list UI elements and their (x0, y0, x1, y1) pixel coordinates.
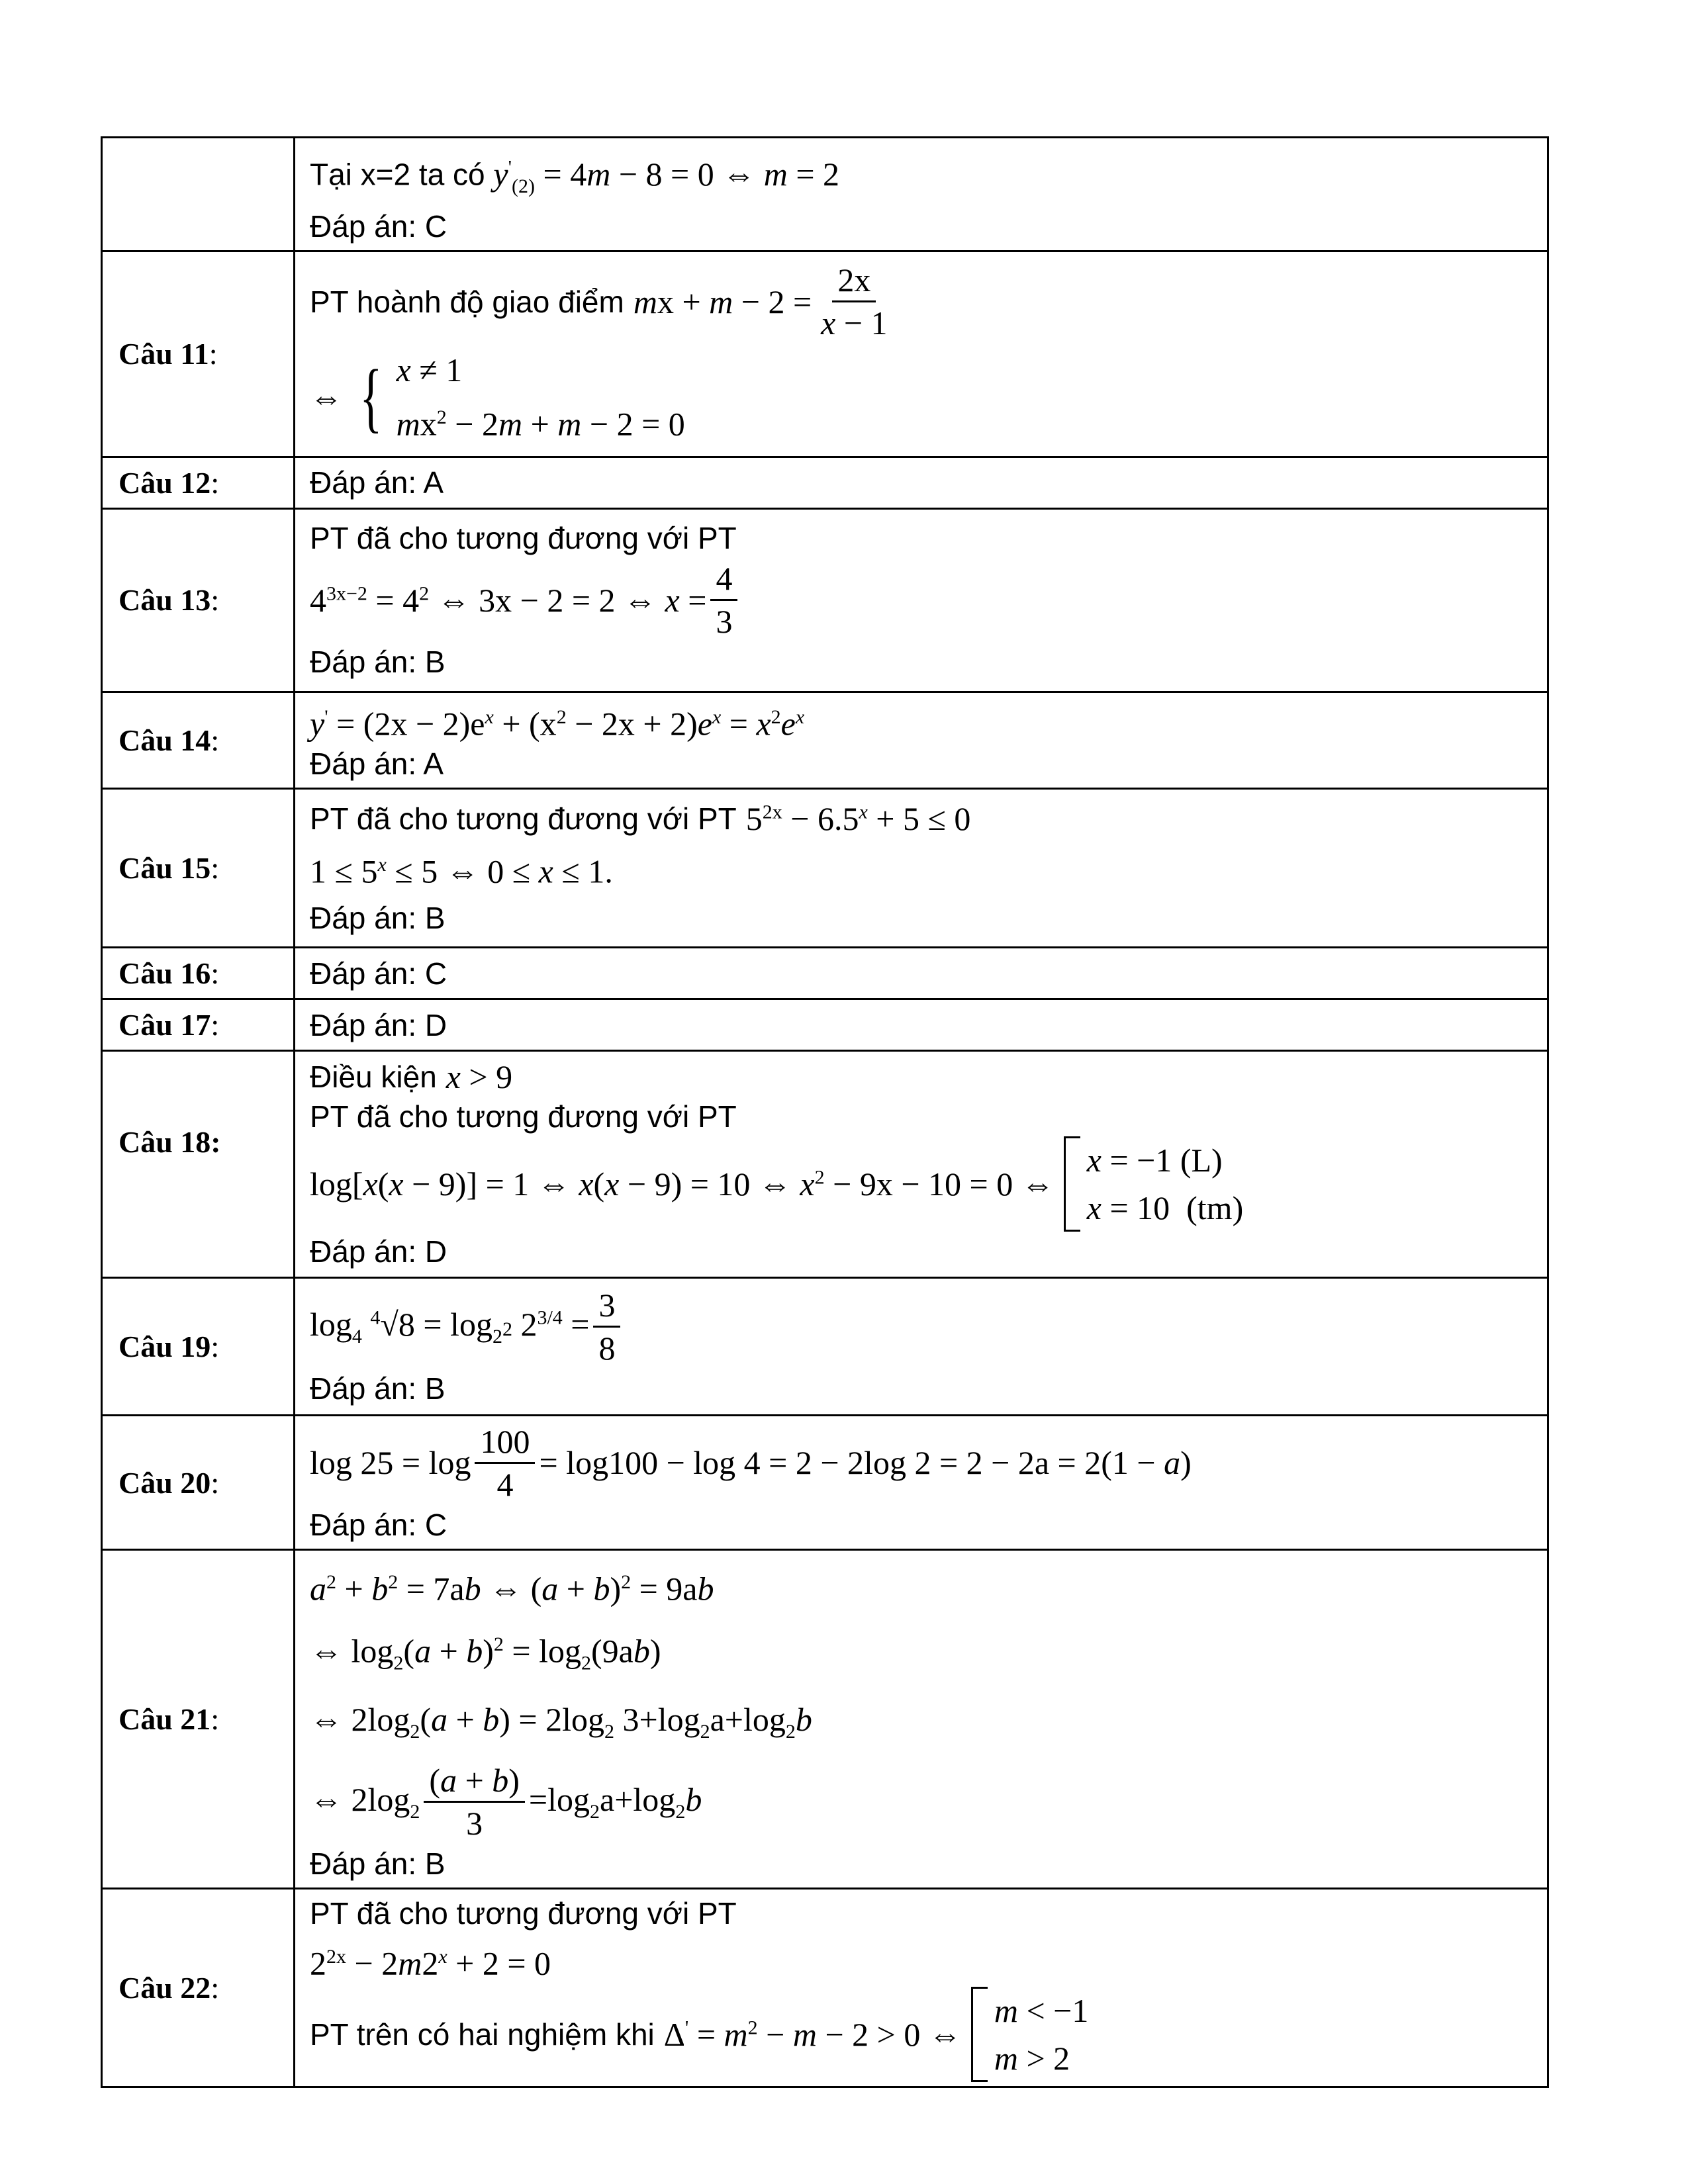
row-content (295, 1278, 1548, 1416)
inequality: $5^{2x} - 6.5^x + 5 \le 0$ (745, 799, 971, 837)
equation-line-4-right: $=\log_2a+\log_2b$ (528, 1780, 702, 1823)
question-label: Câu 12: (102, 457, 295, 508)
row-content (295, 999, 1548, 1051)
answer: Đáp án: C (310, 1507, 447, 1542)
answer: Đáp án: B (310, 900, 445, 935)
table-row (102, 999, 1548, 1051)
equation-left: mx + m − 2 = (633, 283, 812, 320)
equation: $\log_4 ^4√8 = \log_{2^2} 2^{3/4}$ = (310, 1306, 590, 1348)
condition-text: Điều kiện (310, 1060, 437, 1095)
question-label: Câu 13: (102, 508, 295, 692)
answer: Đáp án: B (310, 645, 445, 680)
answer: Đáp án: C (310, 956, 447, 991)
answer: Đáp án: D (310, 1234, 447, 1269)
table-row (102, 1416, 1548, 1550)
row-content (295, 138, 1548, 251)
question-label: Câu 21: (102, 1550, 295, 1888)
row-content (295, 1416, 1548, 1550)
intro: PT đã cho tương đương với PT (310, 1099, 737, 1134)
answer: Đáp án: C (310, 208, 447, 244)
table-row (102, 457, 1548, 508)
question-label: Câu 17: (102, 999, 295, 1051)
question-label: Câu 18: (102, 1051, 295, 1278)
answer: Đáp án: A (310, 747, 444, 782)
question-label: Câu 15: (102, 789, 295, 948)
table-row (102, 692, 1548, 789)
table-row (102, 1051, 1548, 1278)
table-row (102, 948, 1548, 999)
equation: $1 \le 5^x \le 5$ ⇔ 0 ≤ x ≤ 1. (310, 852, 613, 890)
row-content: PT hoành độ giao điểm mx + m − 2 = $\frac{2x}{x - 1}$ ⇔ { x ≠ 1 $mx^2 - 2m + m - 2 = 0$ (295, 251, 1548, 457)
question-label: Câu 20: (102, 1416, 295, 1550)
answer: Đáp án: A (310, 465, 444, 500)
equation-right: = log100 − log 4 = 2 − 2log 2 = 2 − 2a = 2(1 − a) (539, 1444, 1192, 1482)
equation: $y' = (2x - 2)e^x + (x^2 - 2x + 2)e^x = x^2e^x$ (310, 705, 805, 743)
equation-line-4-left: ⇔ $2\log_2$ (310, 1780, 420, 1823)
row-content (295, 948, 1548, 999)
answer: Đáp án: D (310, 1007, 447, 1042)
question-label: Câu 14: (102, 692, 295, 789)
answer-sheet (101, 136, 1549, 2088)
answer: Đáp án: B (310, 1846, 445, 1881)
equation: $y'_{(2)} = 4m - 8 = 0$ ⇔ m = 2 (493, 155, 840, 197)
row-content (295, 1051, 1548, 1278)
condition-text: PT trên có hai nghiệm khi (310, 2017, 655, 2052)
question-label: Câu 22: (102, 1888, 295, 2087)
equation-left: log 25 = log (310, 1444, 471, 1482)
text: PT hoành độ giao điểm (310, 284, 624, 319)
left-bracket (1064, 1136, 1080, 1232)
table-row (102, 1888, 1548, 2087)
left-brace: { (359, 353, 383, 441)
fraction: $\frac{4}{3}$ (710, 558, 737, 642)
answer: Đáp án: B (310, 1371, 445, 1406)
equation-line-1: $a^2 + b^2 = 7ab$ ⇔ $(a + b)^2 = 9ab$ (310, 1570, 714, 1608)
equation: $2^{2x} - 2m2^x + 2 = 0$ (310, 1944, 551, 1982)
row-content (295, 508, 1548, 692)
fraction: $\frac{2x}{x - 1}$ (816, 259, 892, 343)
intro: PT đã cho tương đương với PT (310, 521, 737, 556)
left-bracket (971, 1987, 988, 2082)
table-row (102, 1278, 1548, 1416)
row-content (295, 1888, 1548, 2087)
question-label: Câu 11: (102, 251, 295, 457)
text-prefix: Tại x=2 ta có (310, 157, 485, 192)
fraction: $\frac{100}{4}$ (475, 1421, 535, 1505)
condition: $\Delta' = m^2 - m - 2 > 0$ ⇔ (663, 2016, 962, 2054)
equation-line-3: ⇔ $2\log_2(a + b) = 2\log_2$ $3+\log_2a+\log_2b$ (310, 1700, 812, 1743)
row-label-empty (102, 138, 295, 251)
fraction: $\frac{(a + b)}{3}$ (424, 1760, 525, 1844)
equation: $4^{3x-2} = 4^2$ ⇔ 3x − 2 = 2 ⇔ x = (310, 581, 707, 619)
solution-set: x = −1 (L) x = 10 (tm) (1055, 1136, 1244, 1232)
table-row (102, 251, 1548, 457)
intro: PT đã cho tương đương với PT (310, 801, 737, 836)
table-row (102, 789, 1548, 948)
equation: log[x(x − 9)] = 1 ⇔ x(x − 9) = 10 ⇔ $x^2 - 9x - 10 = 0$ ⇔ (310, 1165, 1055, 1203)
question-label: Câu 19: (102, 1278, 295, 1416)
equation-system: x ≠ 1 $mx^2 - 2m + m - 2 = 0$ (396, 351, 685, 443)
equation-line-2: ⇔ $\log_2(a + b)^2 = \log_2(9ab)$ (310, 1632, 661, 1674)
intro: PT đã cho tương đương với PT (310, 1895, 737, 1931)
solutions-table (101, 136, 1549, 2088)
table-row (102, 508, 1548, 692)
row-content (295, 692, 1548, 789)
fraction: $\frac{3}{8}$ (593, 1285, 620, 1369)
question-label: Câu 16: (102, 948, 295, 999)
table-row (102, 1550, 1548, 1888)
table-row (102, 138, 1548, 251)
condition: x > 9 (445, 1058, 513, 1096)
row-content (295, 457, 1548, 508)
row-content (295, 789, 1548, 948)
row-content (295, 1550, 1548, 1888)
solution-set: m < −1 m > 2 (962, 1987, 1089, 2082)
